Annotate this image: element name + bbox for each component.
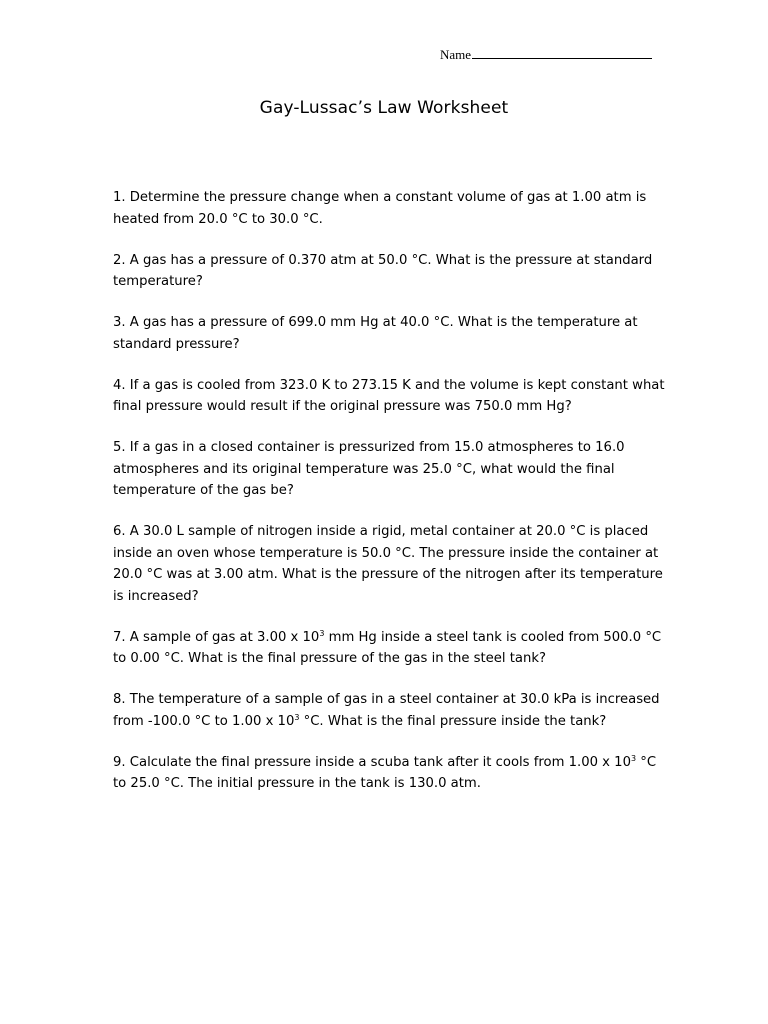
question-8-text-before: 8. The temperature of a sample of gas in a steel container at 30.0 kPa is increased from -100.0 °C to 1.00 x 10 bbox=[113, 692, 660, 729]
question-5: 5. If a gas in a closed container is pressurized from 15.0 atmospheres to 16.0 atmospheres and its original temperature was 25.0 °C, what would the final temperature of the gas be? bbox=[113, 440, 625, 498]
question-7-exponent: 3 bbox=[319, 628, 325, 638]
question-4: 4. If a gas is cooled from 323.0 K to 273.15 K and the volume is kept constant what final pressure would result if the original pressure was 750.0 mm Hg? bbox=[113, 377, 665, 414]
question-9-exponent: 3 bbox=[630, 753, 637, 763]
question-2: 2. A gas has a pressure of 0.370 atm at 50.0 °C. What is the pressure at standard temperature? bbox=[113, 252, 653, 289]
question-6: 6. A 30.0 L sample of nitrogen inside a rigid, metal container at 20.0 °C is placed inside an oven whose temperature is 50.0 °C. The pressure inside the container at 20.0 °C was at 3.00 atm. What is the pressure of the nitrogen after its temperature is increased? bbox=[113, 524, 663, 604]
question-9 bbox=[113, 752, 673, 795]
name-label: Name bbox=[440, 47, 472, 62]
question-1: 1. Determine the pressure change when a constant volume of gas at 1.00 atm is heated from 20.0 °C to 30.0 °C. bbox=[113, 190, 647, 227]
question-7-text-after: mm Hg inside a steel tank is cooled from 500.0 °C to 0.00 °C. What is the final pressure of the gas in the steel tank? bbox=[113, 629, 662, 666]
question-list bbox=[113, 187, 673, 814]
question-7 bbox=[113, 627, 673, 670]
question-8-exponent: 3 bbox=[294, 712, 300, 722]
worksheet-title: Gay-Lussac’s Law Worksheet bbox=[259, 98, 509, 118]
question-8 bbox=[113, 689, 673, 732]
name-field bbox=[440, 46, 652, 64]
question-9-text-after: °C to 25.0 °C. The initial pressure in the tank is 130.0 atm. bbox=[113, 754, 657, 791]
question-3: 3. A gas has a pressure of 699.0 mm Hg at 40.0 °C. What is the temperature at standard pressure? bbox=[113, 315, 638, 352]
name-blank-line[interactable] bbox=[472, 46, 652, 59]
question-7-text-before: 7. A sample of gas at 3.00 x 10 bbox=[113, 629, 320, 645]
question-9-text-before: 9. Calculate the final pressure inside a scuba tank after it cools from 1.00 x 10 bbox=[113, 754, 631, 770]
question-8-text-after: °C. What is the final pressure inside the tank? bbox=[299, 713, 607, 729]
